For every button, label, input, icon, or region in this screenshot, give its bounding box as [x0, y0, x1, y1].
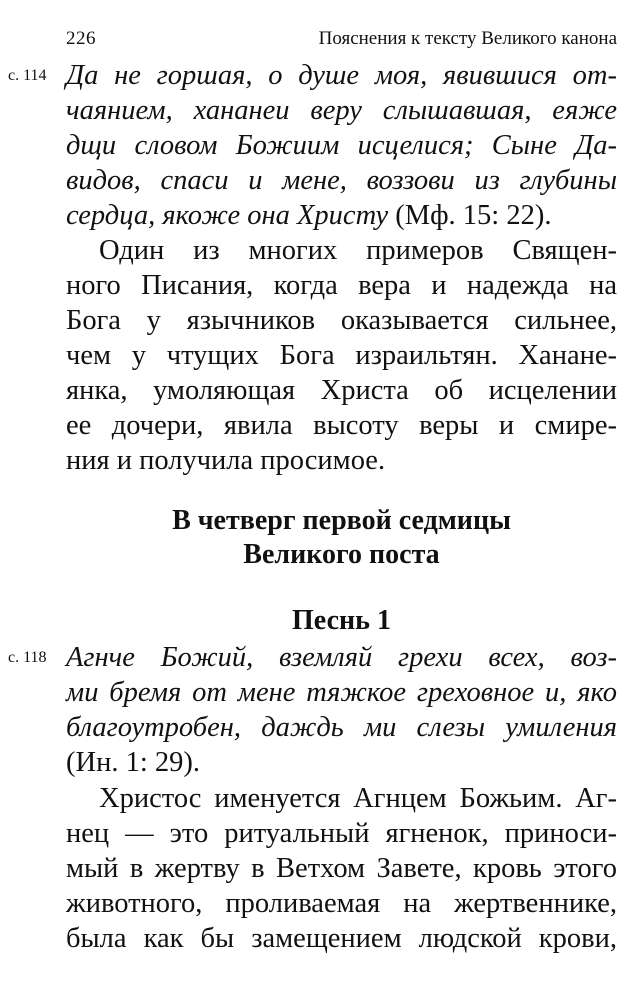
- commentary-line: чем у чтущих Бога израильтян. Ханане-: [66, 340, 617, 371]
- troparion-line: Да не горшая, о душе моя, явившися от-: [66, 60, 617, 91]
- commentary-line: ее дочери, явила высоту веры и смире-: [66, 410, 617, 441]
- commentary-line: янка, умоляющая Христа об исцелении: [66, 375, 617, 406]
- margin-reference: с. 114: [8, 67, 47, 84]
- troparion-text: [66, 58, 617, 233]
- troparion-line: благоутробен, даждь ми слезы умиления: [66, 712, 617, 743]
- page-number: 226: [66, 28, 96, 49]
- day-heading-line: В четверг первой седмицы: [172, 505, 511, 536]
- day-heading-line: Великого поста: [243, 539, 440, 570]
- troparion-line: чаянием, хананеи веру слышавшая, еяже: [66, 95, 617, 126]
- page-header: [0, 0, 641, 50]
- margin-reference: с. 118: [8, 649, 47, 666]
- scripture-reference: (Мф. 15: 22).: [395, 200, 552, 231]
- scripture-reference: (Ин. 1: 29).: [66, 747, 200, 778]
- troparion-text: [66, 640, 617, 780]
- commentary-line: ного Писания, когда вера и надежда на: [66, 270, 617, 301]
- ode-heading: Песнь 1: [292, 605, 391, 636]
- troparion-line: видов, спаси и мене, воззови из глубины: [66, 165, 617, 196]
- commentary-line: Бога у язычников оказывается сильнее,: [66, 305, 617, 336]
- troparion-line: Агнче Божий, вземляй грехи всех, воз-: [66, 642, 617, 673]
- troparion-last-text: сердца, якоже она Христу: [66, 200, 389, 231]
- commentary-line: нец — это ритуальный ягненок, приноси-: [66, 818, 617, 849]
- troparion-line-last: [66, 198, 617, 233]
- troparion-line: ми бремя от мене тяжкое греховное и, яко: [66, 677, 617, 708]
- commentary-line: Один из многих примеров Священ-: [99, 235, 617, 266]
- commentary-line: была как бы замещением людской крови,: [66, 923, 617, 954]
- commentary-line: Христос именуется Агнцем Божьим. Аг-: [99, 783, 617, 814]
- day-heading: [66, 504, 617, 572]
- commentary-line: ния и получила просимое.: [66, 445, 386, 476]
- commentary-text: [66, 233, 617, 478]
- running-title: Пояснения к тексту Великого канона: [318, 28, 617, 49]
- commentary-line: мый в жертву в Ветхом Завете, кровь этого: [66, 853, 617, 884]
- troparion-line: дщи словом Божиим исцелися; Сыне Да-: [66, 130, 617, 161]
- commentary-text: [66, 781, 617, 956]
- commentary-line: животного, проливаемая на жертвеннике,: [66, 888, 617, 919]
